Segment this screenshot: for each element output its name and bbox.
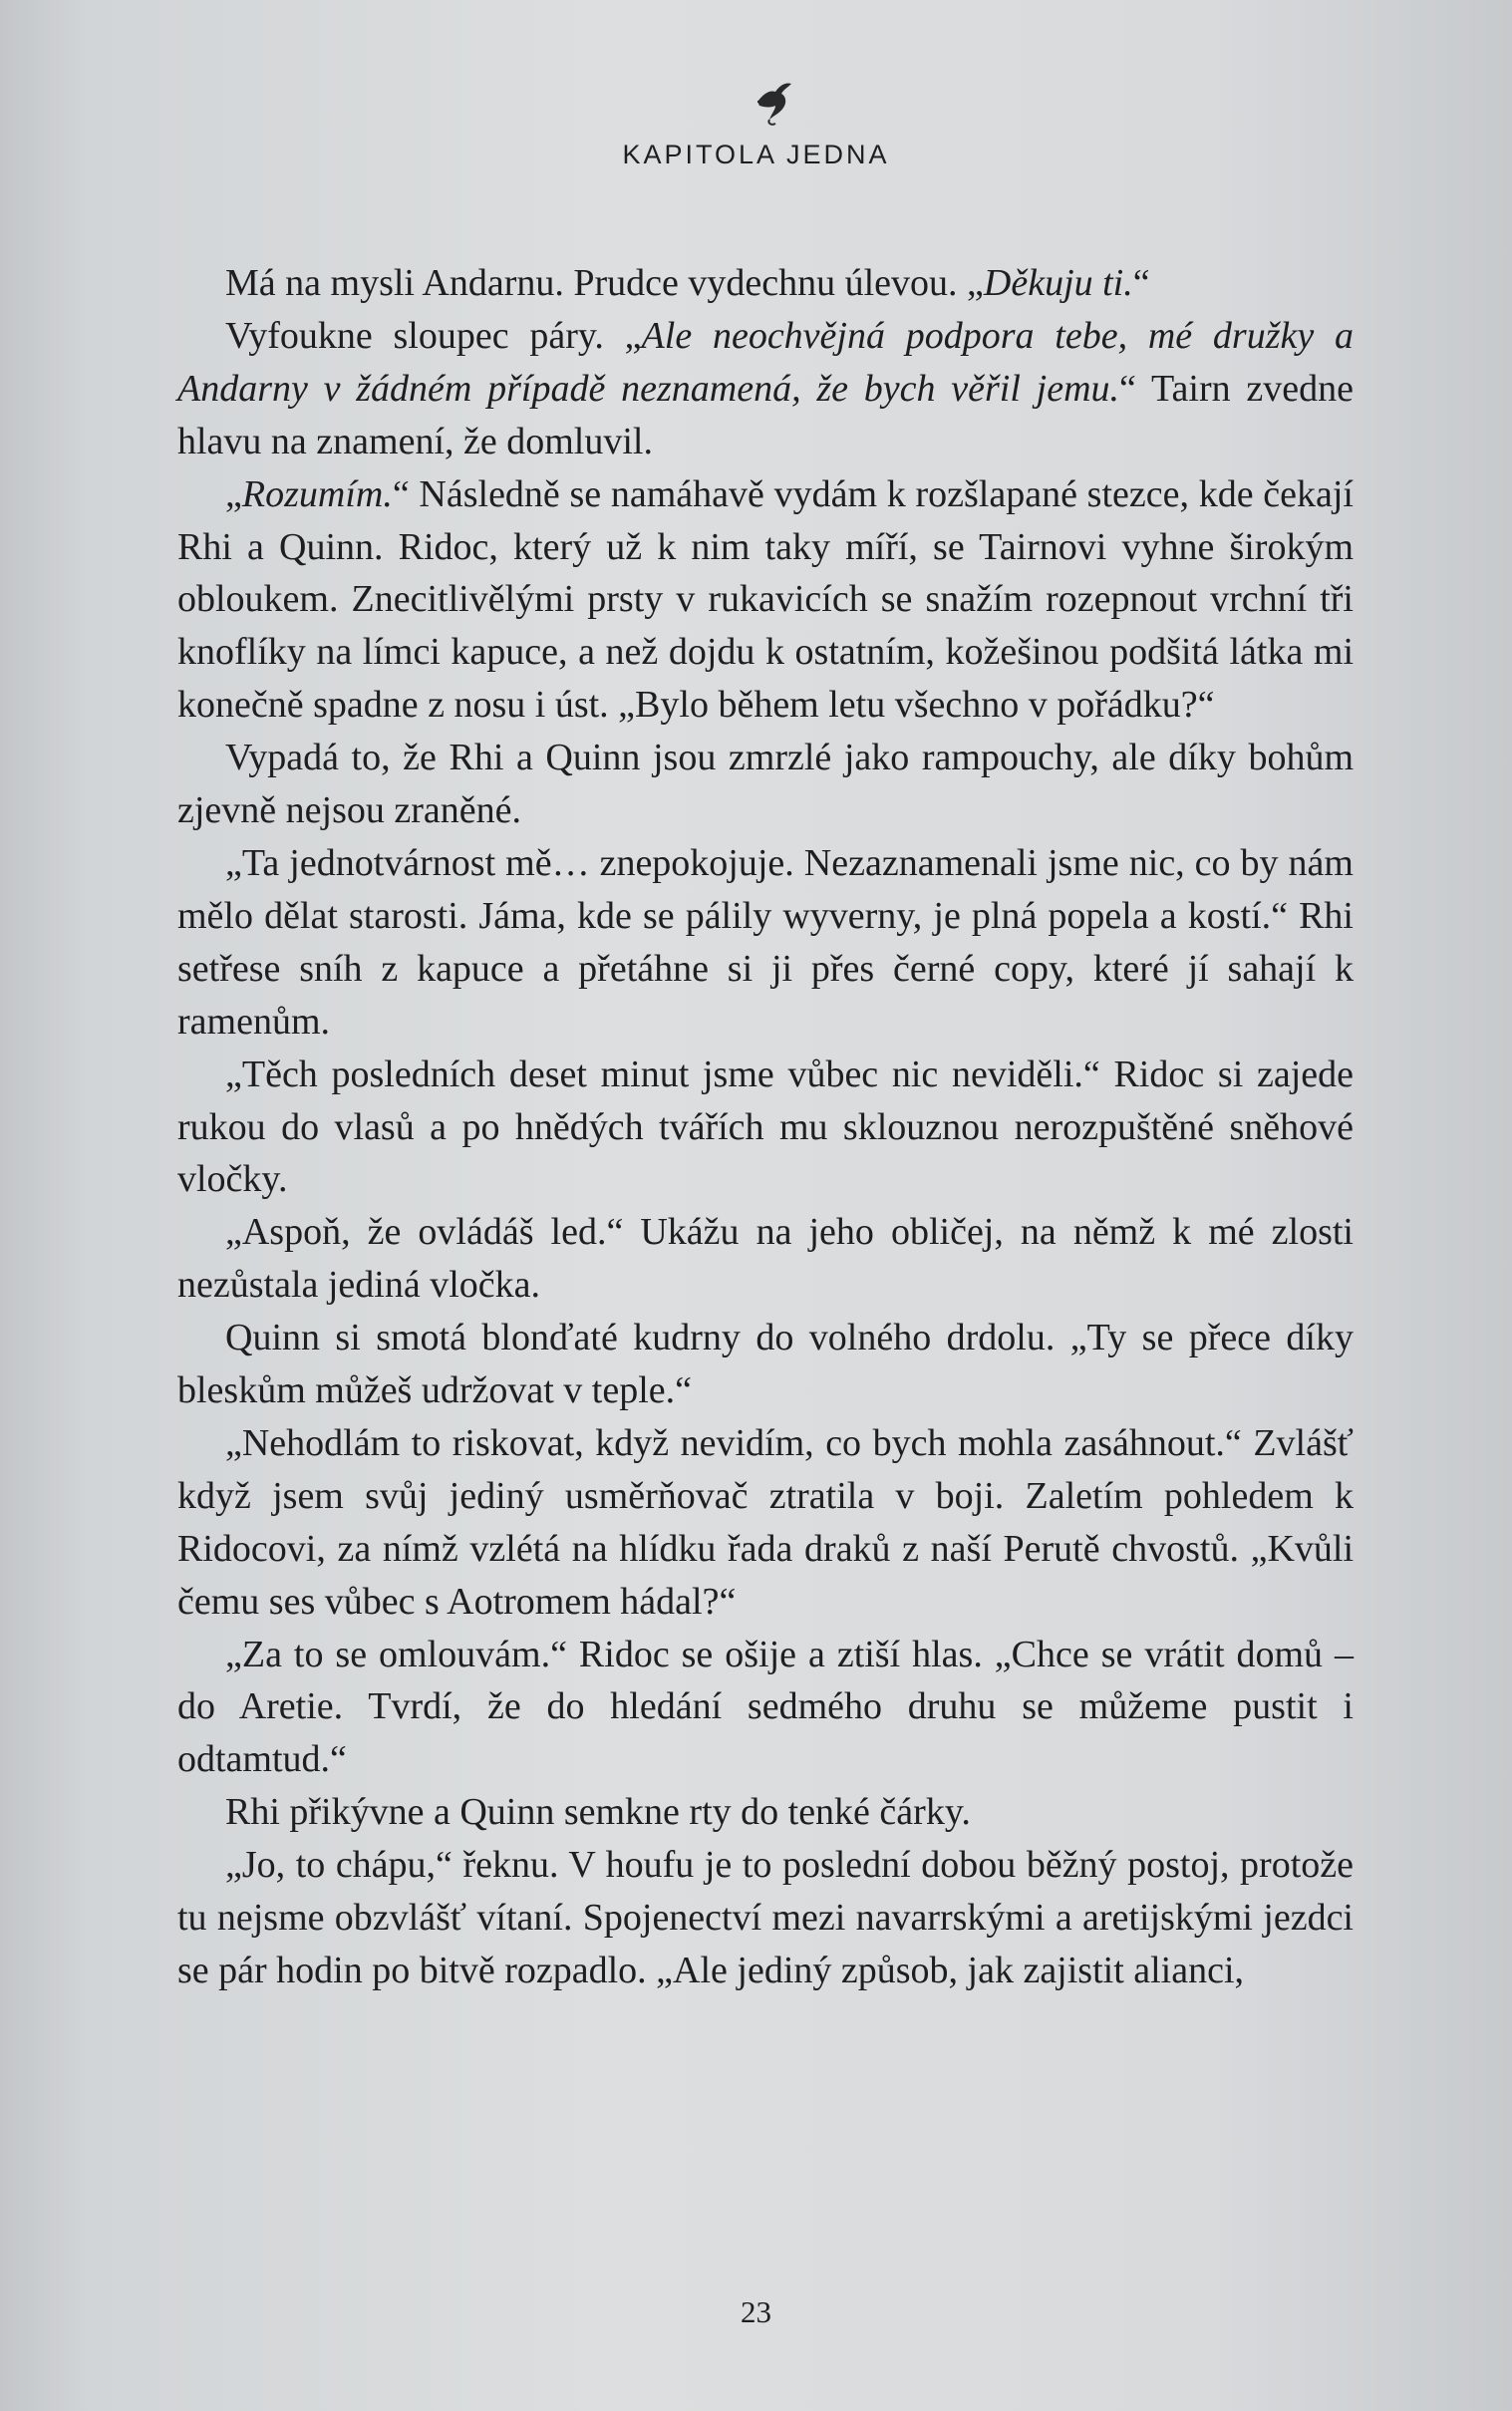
italic-text: Rozumím. (241, 472, 393, 515)
italic-text: Děkuju ti. (983, 262, 1133, 304)
paragraph (177, 310, 1354, 468)
text-run: „Nehodlám to riskovat, když nevidím, co bych mohla zasáhnout.“ Zvlášť když jsem svůj jediný usměrňovač ztratila v boji. Zaletím pohledem k Ridocovi, za nímž vzlétá na hlídku řada draků z naší Perutě chvostů. „Kvůli čemu ses vůbec s Aotromem hádal?“ (177, 1421, 1354, 1623)
italic-text: Ale neochvějná podpora tebe, mé družky a Andarny v žádném případě neznamená, že bych věřil jemu. (177, 314, 1354, 410)
text-run: Má na mysli Andarnu. Prudce vydechnu úlevou. „ (225, 262, 984, 304)
text-run: „Těch posledních deset minut jsme vůbec nic neviděli.“ Ridoc si zajede rukou do vlasů a po hnědých tvářích mu sklouznou nerozpuštěné sněhové vločky. (177, 1053, 1354, 1201)
paragraph (177, 468, 1354, 733)
paragraph (177, 1049, 1354, 1207)
body-text (177, 257, 1354, 1997)
text-run: „Aspoň, že ovládáš led.“ Ukážu na jeho obličej, na němž k mé zlosti nezůstala jediná vločka. (177, 1211, 1354, 1307)
text-run: „ (225, 472, 242, 515)
paragraph (177, 1839, 1354, 1997)
paragraph (177, 1312, 1354, 1417)
text-run: “ Tairn zvedne hlavu na znamení, že domluvil. (177, 367, 1354, 462)
text-run: „Ta jednotvárnost mě… znepokojuje. Nezaznamenali jsme nic, co by nám mělo dělat starosti. Jáma, kde se pálily wyverny, je plná popela a kostí.“ Rhi setřese sníh z kapuce a přetáhne si ji přes černé copy, které jí sahají k ramenům. (177, 841, 1354, 1043)
paragraph (177, 1417, 1354, 1629)
paragraph (177, 1786, 1354, 1839)
paragraph (177, 257, 1354, 310)
page-number: 23 (741, 2294, 771, 2329)
text-run: Rhi přikývne a Quinn semkne rty do tenké čárky. (225, 1791, 971, 1834)
dragon-ornament-icon (750, 72, 797, 128)
text-run: Vyfoukne sloupec páry. „ (225, 314, 642, 357)
paragraph (177, 732, 1354, 837)
text-run: „Za to se omlouvám.“ Ridoc se ošije a ztiší hlas. „Chce se vrátit domů – do Aretie. Tvrdí, že do hledání sedmého druhu se můžeme pustit i odtamtud.“ (177, 1633, 1354, 1781)
text-run: Vypadá to, že Rhi a Quinn jsou zmrzlé jako rampouchy, ale díky bohům zjevně nejsou zraněné. (177, 737, 1354, 832)
paragraph (177, 1629, 1354, 1787)
text-run: “ Následně se namáhavě vydám k rozšlapané stezce, kde čekají Rhi a Quinn. Ridoc, který už k nim taky míří, se Tairnovi vyhne širokým obloukem. Znecitlivělými prsty v rukavicích se snažím rozepnout vrchní tři knoflíky na límci kapuce, a než dojdu k ostatním, kožešinou podšitá látka mi konečně spadne z nosu i úst. „Bylo během letu všechno v pořádku?“ (177, 472, 1354, 727)
chapter-heading: KAPITOLA JEDNA (622, 140, 890, 169)
text-run: Quinn si smotá blonďaté kudrny do volného drdolu. „Ty se přece díky bleskům můžeš udržovat v teple.“ (177, 1317, 1354, 1412)
paragraph (177, 1206, 1354, 1312)
text-run: “ (1132, 262, 1150, 304)
text-run: „Jo, to chápu,“ řeknu. V houfu je to poslední dobou běžný postoj, protože tu nejsme obzvlášť vítaní. Spojenectví mezi navarrskými a aretijskými jezdci se pár hodin po bitvě rozpadlo. „Ale jediný způsob, jak zajistit alianci, (177, 1844, 1354, 1991)
paragraph (177, 837, 1354, 1049)
